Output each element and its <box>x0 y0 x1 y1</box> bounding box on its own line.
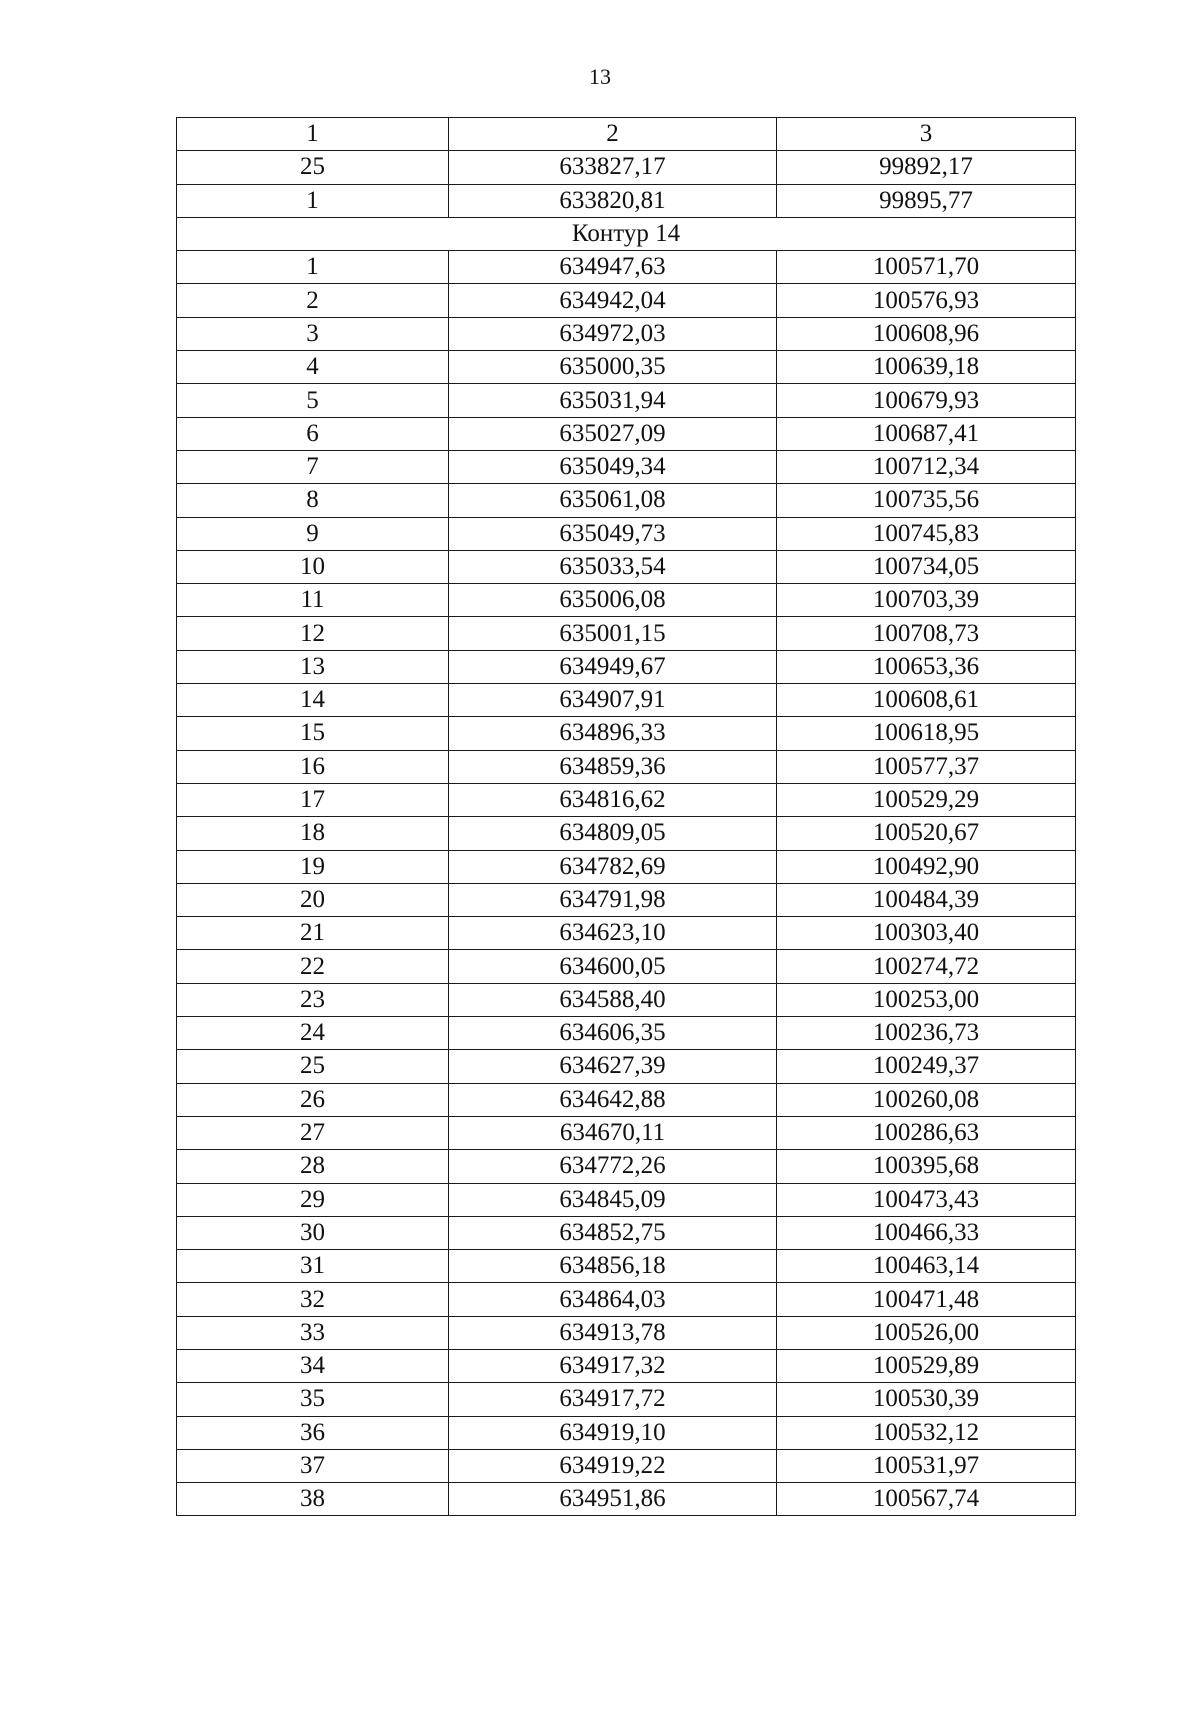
cell-y-coordinate: 100492,90 <box>777 850 1076 883</box>
cell-y-coordinate: 100286,63 <box>777 1116 1076 1149</box>
cell-y-coordinate: 100571,70 <box>777 251 1076 284</box>
cell-point-number: 21 <box>177 917 449 950</box>
column-header-x: 2 <box>449 118 777 151</box>
cell-x-coordinate: 634859,36 <box>449 750 777 783</box>
cell-x-coordinate: 634852,75 <box>449 1216 777 1249</box>
cell-y-coordinate: 100466,33 <box>777 1216 1076 1249</box>
cell-point-number: 15 <box>177 717 449 750</box>
table-row <box>177 1416 1076 1449</box>
cell-y-coordinate: 100608,96 <box>777 317 1076 350</box>
table-row <box>177 1017 1076 1050</box>
cell-point-number: 14 <box>177 684 449 717</box>
cell-x-coordinate: 634919,10 <box>449 1416 777 1449</box>
cell-x-coordinate: 634917,72 <box>449 1383 777 1416</box>
cell-y-coordinate: 100712,34 <box>777 450 1076 483</box>
cell-x-coordinate: 633827,17 <box>449 151 777 184</box>
cell-point-number: 30 <box>177 1216 449 1249</box>
table-row <box>177 817 1076 850</box>
table-row <box>177 1116 1076 1149</box>
cell-y-coordinate: 100734,05 <box>777 550 1076 583</box>
cell-y-coordinate: 99892,17 <box>777 151 1076 184</box>
cell-x-coordinate: 634907,91 <box>449 684 777 717</box>
cell-x-coordinate: 633820,81 <box>449 184 777 217</box>
page-number: 13 <box>589 64 611 89</box>
cell-x-coordinate: 634942,04 <box>449 284 777 317</box>
cell-x-coordinate: 634951,86 <box>449 1483 777 1516</box>
table-row <box>177 783 1076 816</box>
table-row <box>177 850 1076 883</box>
table-row <box>177 717 1076 750</box>
cell-x-coordinate: 634972,03 <box>449 317 777 350</box>
table-row <box>177 317 1076 350</box>
cell-point-number: 31 <box>177 1250 449 1283</box>
table-row <box>177 1216 1076 1249</box>
cell-point-number: 8 <box>177 484 449 517</box>
coordinates-table <box>176 117 1076 1516</box>
cell-y-coordinate: 100703,39 <box>777 584 1076 617</box>
cell-y-coordinate: 100471,48 <box>777 1283 1076 1316</box>
table-row <box>177 151 1076 184</box>
table-row <box>177 1150 1076 1183</box>
cell-x-coordinate: 635006,08 <box>449 584 777 617</box>
cell-x-coordinate: 635049,34 <box>449 450 777 483</box>
cell-point-number: 35 <box>177 1383 449 1416</box>
cell-y-coordinate: 100687,41 <box>777 417 1076 450</box>
cell-point-number: 23 <box>177 983 449 1016</box>
cell-point-number: 5 <box>177 384 449 417</box>
cell-point-number: 18 <box>177 817 449 850</box>
cell-x-coordinate: 635027,09 <box>449 417 777 450</box>
cell-y-coordinate: 100708,73 <box>777 617 1076 650</box>
cell-x-coordinate: 634642,88 <box>449 1083 777 1116</box>
table-row <box>177 1183 1076 1216</box>
cell-x-coordinate: 634919,22 <box>449 1449 777 1482</box>
cell-point-number: 28 <box>177 1150 449 1183</box>
table-row <box>177 684 1076 717</box>
cell-point-number: 12 <box>177 617 449 650</box>
table-row <box>177 584 1076 617</box>
cell-y-coordinate: 100577,37 <box>777 750 1076 783</box>
table-row <box>177 384 1076 417</box>
cell-y-coordinate: 100260,08 <box>777 1083 1076 1116</box>
table-row <box>177 1483 1076 1516</box>
table-row <box>177 517 1076 550</box>
cell-x-coordinate: 634772,26 <box>449 1150 777 1183</box>
table-row <box>177 450 1076 483</box>
cell-y-coordinate: 100567,74 <box>777 1483 1076 1516</box>
cell-point-number: 29 <box>177 1183 449 1216</box>
cell-y-coordinate: 100526,00 <box>777 1316 1076 1349</box>
cell-x-coordinate: 634627,39 <box>449 1050 777 1083</box>
cell-x-coordinate: 634949,67 <box>449 650 777 683</box>
table-row <box>177 917 1076 950</box>
cell-point-number: 1 <box>177 251 449 284</box>
cell-x-coordinate: 634845,09 <box>449 1183 777 1216</box>
table-row <box>177 617 1076 650</box>
table-body <box>177 118 1076 1516</box>
cell-y-coordinate: 100745,83 <box>777 517 1076 550</box>
cell-point-number: 16 <box>177 750 449 783</box>
cell-x-coordinate: 634856,18 <box>449 1250 777 1283</box>
cell-y-coordinate: 100484,39 <box>777 883 1076 916</box>
cell-x-coordinate: 634623,10 <box>449 917 777 950</box>
cell-y-coordinate: 100395,68 <box>777 1150 1076 1183</box>
column-header-y: 3 <box>777 118 1076 151</box>
cell-y-coordinate: 100274,72 <box>777 950 1076 983</box>
cell-y-coordinate: 100253,00 <box>777 983 1076 1016</box>
table-row <box>177 750 1076 783</box>
cell-y-coordinate: 100303,40 <box>777 917 1076 950</box>
table-row <box>177 484 1076 517</box>
cell-y-coordinate: 100679,93 <box>777 384 1076 417</box>
cell-y-coordinate: 100236,73 <box>777 1017 1076 1050</box>
cell-x-coordinate: 634606,35 <box>449 1017 777 1050</box>
cell-x-coordinate: 634913,78 <box>449 1316 777 1349</box>
cell-point-number: 25 <box>177 151 449 184</box>
contour-title: Контур 14 <box>177 217 1076 250</box>
table-row <box>177 1383 1076 1416</box>
cell-y-coordinate: 100653,36 <box>777 650 1076 683</box>
cell-point-number: 32 <box>177 1283 449 1316</box>
cell-x-coordinate: 634588,40 <box>449 983 777 1016</box>
table-row <box>177 883 1076 916</box>
cell-y-coordinate: 100608,61 <box>777 684 1076 717</box>
cell-point-number: 1 <box>177 184 449 217</box>
cell-point-number: 33 <box>177 1316 449 1349</box>
cell-y-coordinate: 100576,93 <box>777 284 1076 317</box>
cell-y-coordinate: 100520,67 <box>777 817 1076 850</box>
cell-point-number: 2 <box>177 284 449 317</box>
cell-y-coordinate: 100463,14 <box>777 1250 1076 1283</box>
cell-point-number: 37 <box>177 1449 449 1482</box>
table-row <box>177 1349 1076 1382</box>
cell-point-number: 24 <box>177 1017 449 1050</box>
table-row <box>177 983 1076 1016</box>
cell-x-coordinate: 634947,63 <box>449 251 777 284</box>
cell-point-number: 38 <box>177 1483 449 1516</box>
cell-point-number: 13 <box>177 650 449 683</box>
cell-y-coordinate: 100618,95 <box>777 717 1076 750</box>
cell-point-number: 27 <box>177 1116 449 1149</box>
cell-x-coordinate: 634864,03 <box>449 1283 777 1316</box>
cell-x-coordinate: 634917,32 <box>449 1349 777 1382</box>
cell-y-coordinate: 100249,37 <box>777 1050 1076 1083</box>
cell-x-coordinate: 635061,08 <box>449 484 777 517</box>
cell-x-coordinate: 635049,73 <box>449 517 777 550</box>
cell-y-coordinate: 99895,77 <box>777 184 1076 217</box>
table-row <box>177 950 1076 983</box>
table-row <box>177 417 1076 450</box>
cell-x-coordinate: 634896,33 <box>449 717 777 750</box>
table-row <box>177 1283 1076 1316</box>
table-row <box>177 550 1076 583</box>
cell-y-coordinate: 100529,29 <box>777 783 1076 816</box>
cell-y-coordinate: 100531,97 <box>777 1449 1076 1482</box>
cell-x-coordinate: 634791,98 <box>449 883 777 916</box>
cell-point-number: 10 <box>177 550 449 583</box>
cell-point-number: 4 <box>177 351 449 384</box>
cell-point-number: 20 <box>177 883 449 916</box>
cell-point-number: 36 <box>177 1416 449 1449</box>
cell-x-coordinate: 634809,05 <box>449 817 777 850</box>
cell-x-coordinate: 635001,15 <box>449 617 777 650</box>
table-row <box>177 1316 1076 1349</box>
cell-y-coordinate: 100532,12 <box>777 1416 1076 1449</box>
cell-y-coordinate: 100735,56 <box>777 484 1076 517</box>
cell-x-coordinate: 635033,54 <box>449 550 777 583</box>
cell-x-coordinate: 634600,05 <box>449 950 777 983</box>
cell-y-coordinate: 100639,18 <box>777 351 1076 384</box>
contour-heading-row <box>177 217 1076 250</box>
cell-point-number: 19 <box>177 850 449 883</box>
cell-point-number: 34 <box>177 1349 449 1382</box>
cell-point-number: 9 <box>177 517 449 550</box>
table-row <box>177 351 1076 384</box>
cell-point-number: 25 <box>177 1050 449 1083</box>
cell-x-coordinate: 635000,35 <box>449 351 777 384</box>
cell-y-coordinate: 100473,43 <box>777 1183 1076 1216</box>
cell-point-number: 22 <box>177 950 449 983</box>
cell-y-coordinate: 100529,89 <box>777 1349 1076 1382</box>
table-row <box>177 251 1076 284</box>
cell-point-number: 3 <box>177 317 449 350</box>
column-header-point: 1 <box>177 118 449 151</box>
cell-y-coordinate: 100530,39 <box>777 1383 1076 1416</box>
table-header-row <box>177 118 1076 151</box>
table-row <box>177 1449 1076 1482</box>
cell-point-number: 11 <box>177 584 449 617</box>
cell-point-number: 26 <box>177 1083 449 1116</box>
cell-point-number: 17 <box>177 783 449 816</box>
cell-point-number: 6 <box>177 417 449 450</box>
table-row <box>177 1250 1076 1283</box>
cell-x-coordinate: 634816,62 <box>449 783 777 816</box>
table-row <box>177 1083 1076 1116</box>
cell-x-coordinate: 634782,69 <box>449 850 777 883</box>
table-row <box>177 184 1076 217</box>
table-row <box>177 1050 1076 1083</box>
table-row <box>177 284 1076 317</box>
table-row <box>177 650 1076 683</box>
cell-x-coordinate: 635031,94 <box>449 384 777 417</box>
cell-point-number: 7 <box>177 450 449 483</box>
cell-x-coordinate: 634670,11 <box>449 1116 777 1149</box>
